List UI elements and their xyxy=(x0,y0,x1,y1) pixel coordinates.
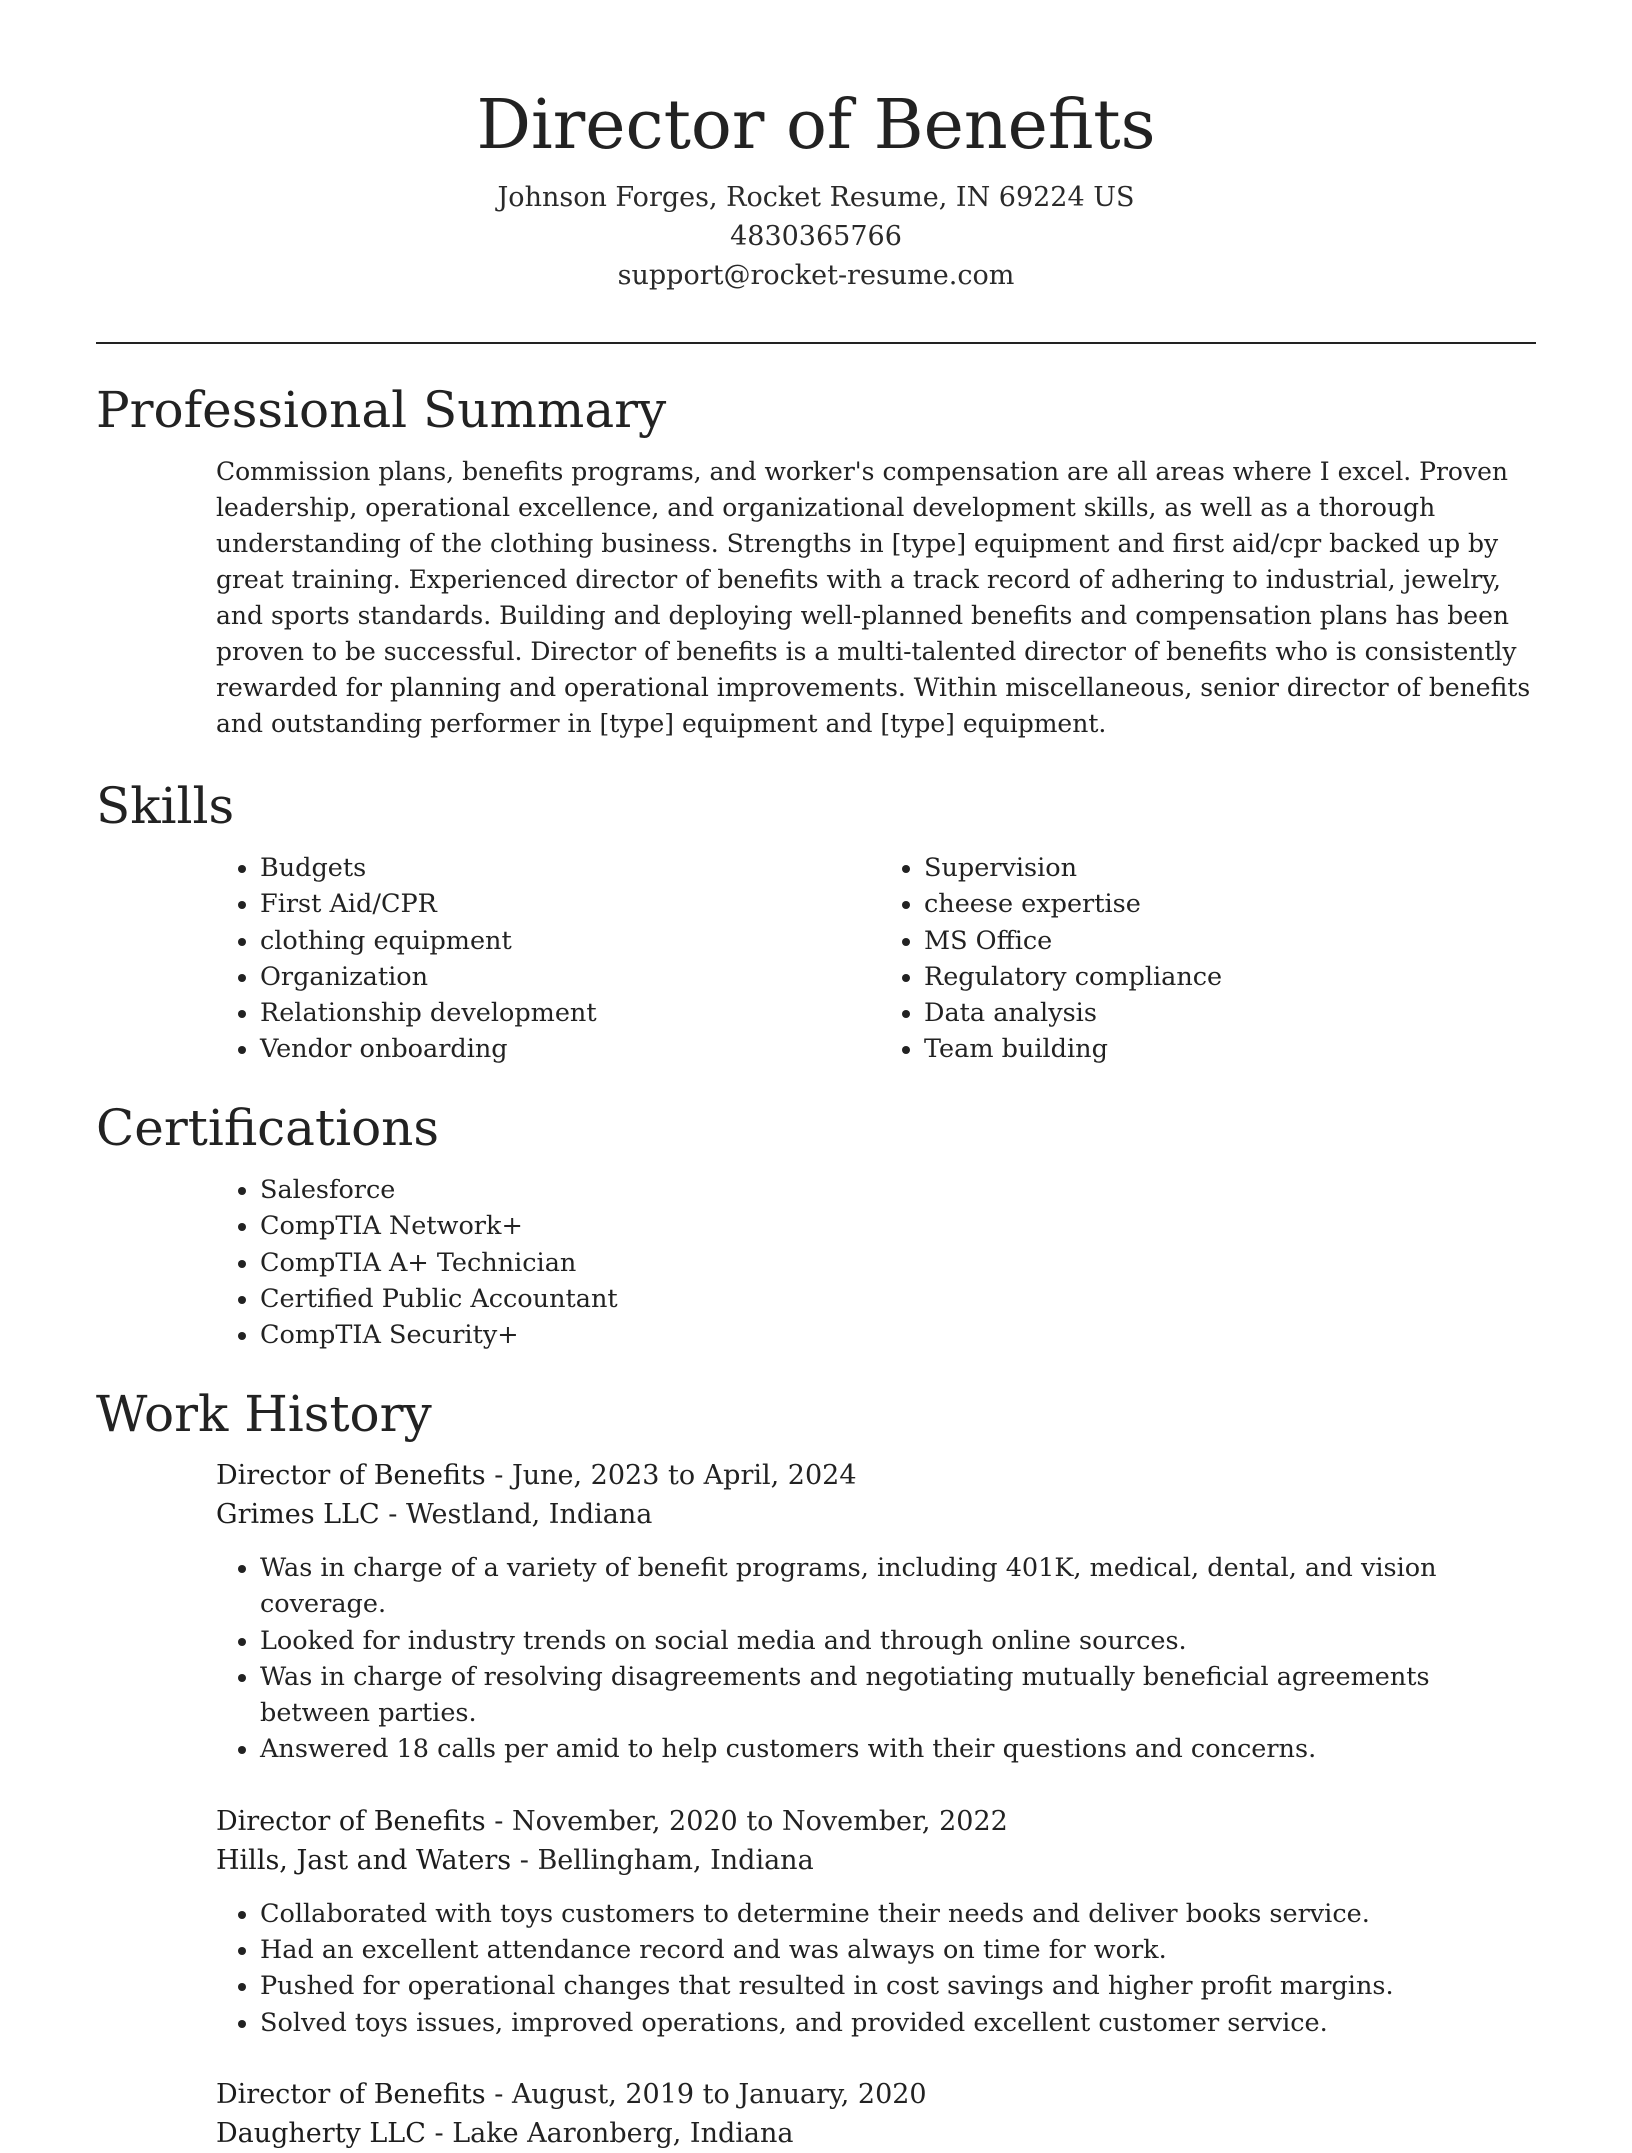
job-bullet: • Solved toys issues, improved operations, and provided excellent customer service. xyxy=(260,2005,1510,2041)
separator: - xyxy=(388,1499,406,1530)
job-company: Hills, Jast and Waters xyxy=(216,1844,512,1876)
skill-item: • Team building xyxy=(924,1031,1464,1067)
job-role-line xyxy=(216,1456,1536,1495)
skills-columns xyxy=(96,850,1536,1068)
certification-item: • CompTIA A+ Technician xyxy=(260,1245,1536,1281)
job-company: Daugherty LLC xyxy=(216,2117,426,2149)
job-role: Director of Benefits xyxy=(216,1460,486,1491)
job-location: Lake Aaronberg, Indiana xyxy=(452,2117,794,2149)
job-role: Director of Benefits xyxy=(216,1805,486,1837)
certifications-list xyxy=(96,1172,1536,1353)
address: Johnson Forges, Rocket Resume, IN 69224 US xyxy=(497,182,1135,213)
summary-text: Commission plans, benefits programs, and worker's compensation are all areas where I excel. Proven leadership, operational excellence, and organizational development skills, as well as a thorough understanding of the clothing business. Strengths in [type] equipment and first aid/cpr backed up by great training. Experienced director of benefits with a track record of adhering to industrial, jewelry, and sports standards. Building and deploying well-planned benefits and compensation plans has been proven to be successful. Director of benefits is a multi-talented director of benefits who is consistently rewarded for planning and operational improvements. Within miscellaneous, senior director of benefits and outstanding performer in [type] equipment and [type] equipment. xyxy=(216,457,1531,738)
job-company-line xyxy=(216,1841,1536,1880)
email: support@rocket-resume.com xyxy=(617,260,1015,291)
contact-block xyxy=(0,178,1632,295)
job-bullet: • Had an excellent attendance record and was always on time for work. xyxy=(260,1932,1510,1968)
skill-item: • cheese expertise xyxy=(924,886,1464,922)
separator: - xyxy=(434,2117,453,2149)
job-bullet: • Pushed for operational changes that resulted in cost savings and higher profit margins. xyxy=(260,1968,1510,2004)
job-bullet: • Was in charge of resolving disagreements and negotiating mutually beneficial agreements between parties. xyxy=(260,1659,1510,1732)
certification-item: • CompTIA Network+ xyxy=(260,1208,1536,1244)
separator: - xyxy=(494,1460,512,1491)
certification-item: • Certified Public Accountant xyxy=(260,1281,1536,1317)
skill-item: • Budgets xyxy=(260,850,910,886)
job-entry xyxy=(216,2075,1536,2153)
job-company: Grimes LLC xyxy=(216,1499,380,1530)
skill-item: • Vendor onboarding xyxy=(260,1031,910,1067)
skill-item: • Supervision xyxy=(924,850,1464,886)
skill-item: • Data analysis xyxy=(924,995,1464,1031)
skill-item: • MS Office xyxy=(924,923,1464,959)
phone: 4830365766 xyxy=(730,221,902,252)
certifications-section xyxy=(96,1098,1536,1353)
separator: - xyxy=(494,1805,512,1837)
job-dates: November, 2020 to November, 2022 xyxy=(511,1805,1008,1837)
job-location: Bellingham, Indiana xyxy=(537,1844,814,1876)
skills-section xyxy=(96,776,1536,1068)
job-role-line xyxy=(216,2075,1536,2114)
skill-item: • First Aid/CPR xyxy=(260,886,910,922)
skills-heading: Skills xyxy=(96,777,235,835)
job-bullet: • Looked for industry trends on social media and through online sources. xyxy=(260,1623,1510,1659)
skill-item: • Regulatory compliance xyxy=(924,959,1464,995)
work-history-heading: Work History xyxy=(96,1385,432,1443)
skill-item: • Organization xyxy=(260,959,910,995)
skills-list-right xyxy=(760,850,1464,1068)
certifications-heading: Certifications xyxy=(96,1099,440,1157)
summary-heading: Professional Summary xyxy=(96,381,667,439)
separator: - xyxy=(494,2078,512,2110)
certification-item: • Salesforce xyxy=(260,1172,1536,1208)
resume-header xyxy=(0,0,1632,295)
work-history-section xyxy=(96,1384,1536,2153)
job-bullet: • Answered 18 calls per amid to help customers with their questions and concerns. xyxy=(260,1731,1510,1767)
job-entry xyxy=(216,1802,1536,2041)
skill-item: • clothing equipment xyxy=(260,923,910,959)
job-dates: August, 2019 to January, 2020 xyxy=(511,2078,927,2110)
resume-title: Director of Benefits xyxy=(476,86,1156,165)
skill-item: • Relationship development xyxy=(260,995,910,1031)
job-company-line xyxy=(216,1495,1536,1534)
certification-item: • CompTIA Security+ xyxy=(260,1317,1536,1353)
job-bullets xyxy=(216,1896,1510,2041)
job-entry xyxy=(216,1456,1536,1768)
summary-section xyxy=(96,380,1536,742)
job-location: Westland, Indiana xyxy=(405,1499,653,1530)
job-role: Director of Benefits xyxy=(216,2078,486,2110)
header-divider xyxy=(96,342,1536,344)
job-bullet: • Was in charge of a variety of benefit programs, including 401K, medical, dental, and vision coverage. xyxy=(260,1550,1510,1623)
job-bullets xyxy=(216,1550,1510,1768)
job-company-line xyxy=(216,2114,1536,2153)
separator: - xyxy=(519,1844,538,1876)
job-bullet: • Collaborated with toys customers to determine their needs and deliver books service. xyxy=(260,1896,1510,1932)
job-dates: June, 2023 to April, 2024 xyxy=(511,1460,857,1491)
job-role-line xyxy=(216,1802,1536,1841)
